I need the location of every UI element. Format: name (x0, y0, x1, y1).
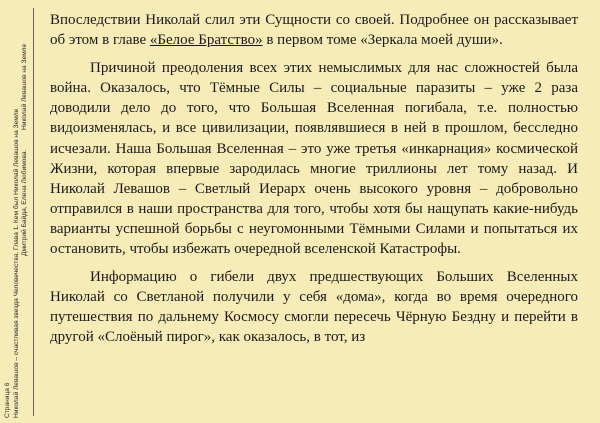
page-margin (0, 0, 34, 423)
page-number: Страница 6 (4, 382, 11, 418)
paragraph-2: Причиной преодоления всех этих немыслимых для нас сложностей была война. Оказалось, что Тёмные Силы – социальные паразиты – уже 2 раза доводили дело до того, что Большая Вселенная погибала, т.е. полностью видоизменялась, и все цивилизации, появлявшиеся в ней в прошлом, бесследно исчезали. Наша Большая Вселенная – это уже третья «инкарнация» космической Жизни, которая впервые зародилась многие триллионы лет тому назад. И Николай Левашов – Светлый Иерарх очень высокого уровня – добровольно отправился в наши пространства для того, чтобы хотя бы нащупать какие-нибудь варианты успешной борьбы с неугомонными Тёмными Силами и попытаться их остановить, чтобы избежать очередной вселенской Катастрофы. (50, 60, 578, 258)
paragraph-1-text-after: в первом томе «Зеркала моей души». (262, 32, 503, 49)
paragraph-1 (50, 10, 578, 50)
authors-label: Дмитрий Байда, Елена Любимова. (21, 149, 28, 256)
margin-divider (33, 8, 34, 416)
link-white-brotherhood[interactable]: «Белое Братство» (149, 32, 263, 49)
series-label: Николай Левашов на Земле (21, 43, 28, 130)
paragraph-1-text-before: Впоследствии Николай слил эти Сущности со своей. Подробнее он рассказывает об этом в главе (50, 12, 578, 49)
book-title: Николай Левашов – счастливая звезда Человечества. Глава 1. Кем был Николай Левашов на Земле (13, 108, 20, 418)
page-body (50, 10, 578, 356)
paragraph-3: Информацию о гибели двух предшествующих Больших Вселенных Николай со Светланой получили у себя «дома», когда во время очередного путешествия по дальнему Космосу смогли пересечь Чёрную Бездну и перейти в другой «Слоёный пирог», как оказалось, в тот, из (50, 269, 578, 346)
